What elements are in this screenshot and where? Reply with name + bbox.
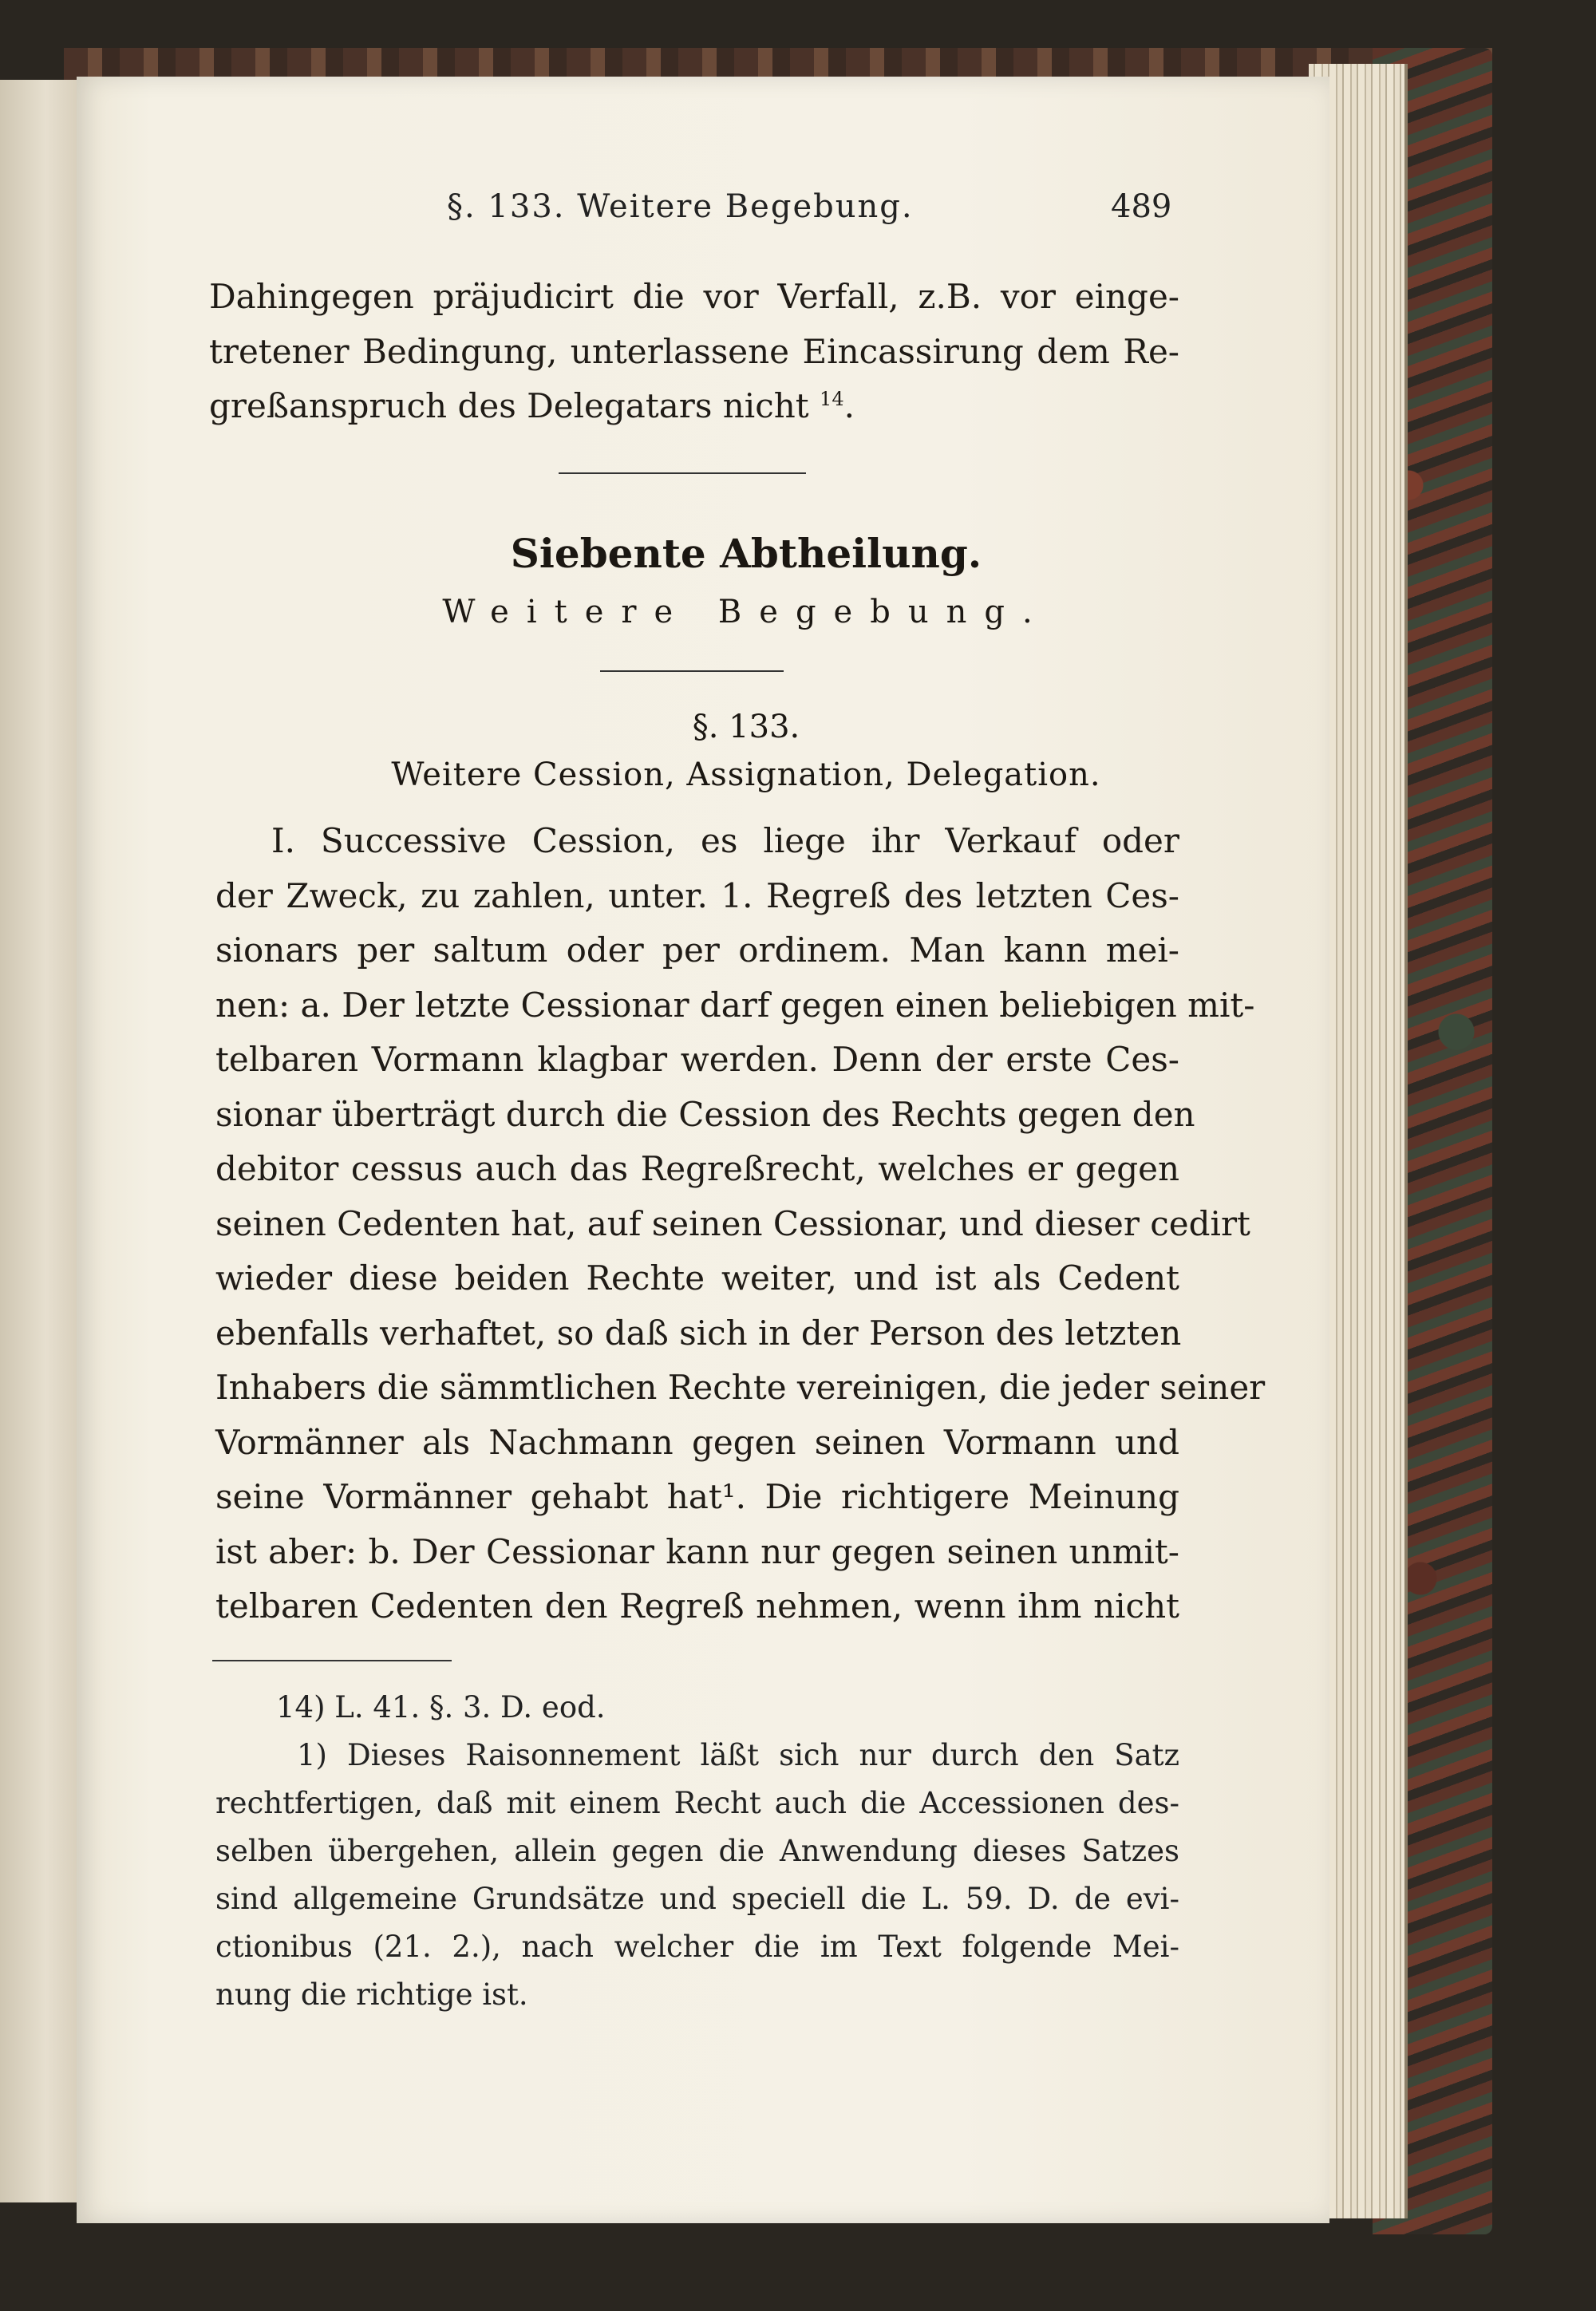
- text-line: I. Successive Cession, es liege ihr Verkauf oder: [271, 821, 1179, 860]
- footnote-line: rechtfertigen, daß mit einem Recht auch die Accessionen des-: [215, 1786, 1179, 1820]
- text-line: tretener Bedingung, unterlassene Eincassirung dem Re-: [209, 331, 1179, 371]
- text-line: sionar überträgt durch die Cession des Rechts gegen den: [215, 1094, 1195, 1134]
- text-line: Dahingegen präjudicirt die vor Verfall, z.B. vor einge-: [209, 277, 1179, 316]
- cover-top-edge: [64, 48, 1492, 80]
- line-end: .: [843, 386, 855, 425]
- text-line: ebenfalls verhaftet, so daß sich in der Person des letzten: [215, 1313, 1182, 1353]
- text-line: debitor cessus auch das Regreßrecht, welches er gegen: [215, 1149, 1179, 1188]
- text-line: ist aber: b. Der Cessionar kann nur gegen seinen unmit-: [215, 1531, 1179, 1571]
- section-heading-text: Weitere Cession, Assignation, Delegation.: [391, 757, 1101, 793]
- running-head: §. 133. Weitere Begebung.: [447, 188, 914, 225]
- section-divider: [600, 670, 784, 672]
- text-line-content: greßanspruch des Delegatars nicht: [209, 386, 809, 425]
- section-number-text: §. 133.: [692, 709, 800, 745]
- text-line: seine Vormänner gehabt hat¹. Die richtigere Meinung: [215, 1477, 1179, 1516]
- facing-page-edge: [0, 80, 77, 2202]
- section-number: [0, 709, 1596, 745]
- text-line: Inhabers die sämmtlichen Rechte vereinigen, die jeder seiner: [215, 1368, 1266, 1407]
- division-title-text: Siebente Abtheilung.: [510, 530, 982, 577]
- text-line: wieder diese beiden Rechte weiter, und ist als Cedent: [215, 1258, 1179, 1298]
- footnote-rule: [212, 1660, 452, 1661]
- text-line: der Zweck, zu zahlen, unter. 1. Regreß des letzten Ces-: [215, 875, 1179, 915]
- footnote-ref: 14: [820, 388, 844, 410]
- footnotes: [215, 1684, 1179, 2019]
- main-paragraph: [215, 814, 1266, 1634]
- intro-paragraph: [209, 270, 1179, 434]
- text-line: telbaren Cedenten den Regreß nehmen, wenn ihm nicht: [215, 1586, 1179, 1626]
- section-divider: [559, 472, 806, 474]
- footnote-14: 14) L. 41. §. 3. D. eod.: [276, 1690, 606, 1724]
- page-number: 489: [1111, 188, 1172, 225]
- footnote-line: ctionibus (21. 2.), nach welcher die im Text folgende Mei-: [215, 1930, 1179, 1964]
- footnote-1: 1) Dieses Raisonnement läßt sich nur durch den Satz: [297, 1738, 1179, 1772]
- text-line: telbaren Vormann klagbar werden. Denn der erste Ces-: [215, 1040, 1179, 1079]
- text-line: Vormänner als Nachmann gegen seinen Vormann und: [215, 1422, 1179, 1462]
- footnote-line: nung die richtige ist.: [215, 1977, 528, 2012]
- text-line: [209, 379, 1179, 434]
- text-line: nen: a. Der letzte Cessionar darf gegen einen beliebigen mit-: [215, 985, 1255, 1025]
- text-line: seinen Cedenten hat, auf seinen Cessionar, und dieser cedirt: [215, 1203, 1250, 1243]
- division-subtitle: [0, 594, 1596, 630]
- footnote-line: selben übergehen, allein gegen die Anwendung dieses Satzes: [215, 1834, 1179, 1868]
- division-subtitle-text: Weitere Begebung.: [442, 594, 1050, 630]
- section-heading: [0, 757, 1596, 793]
- footnote-line: sind allgemeine Grundsätze und speciell die L. 59. D. de evi-: [215, 1882, 1179, 1916]
- division-title: [0, 530, 1596, 577]
- text-line: sionars per saltum oder per ordinem. Man kann mei-: [215, 930, 1179, 970]
